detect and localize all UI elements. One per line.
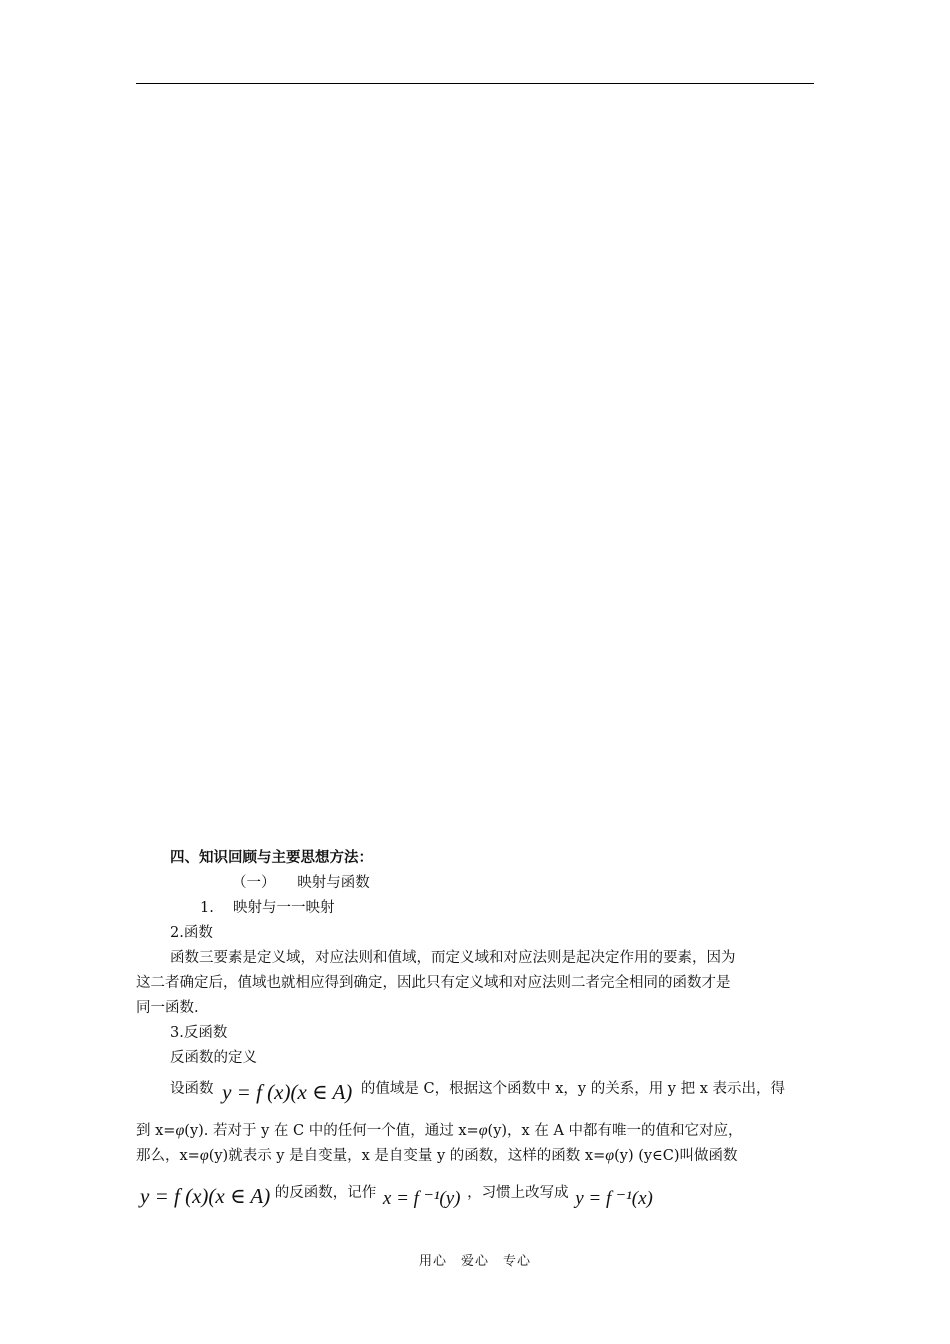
formula-y-fx: y = f (x)(x ∈ A) — [222, 1080, 353, 1104]
subheading-mapping-function: （一） 映射与函数 — [232, 875, 370, 891]
line3-c: (y) (y∈C)叫做函数 — [614, 1148, 738, 1164]
inverse-text-2: 的反函数，记作 — [274, 1185, 377, 1201]
page-footer: 用心 爱心 专心 — [418, 1254, 531, 1269]
inverse-para-line-1 — [170, 1076, 786, 1104]
item-function-title: 2.函数 — [170, 925, 213, 941]
item-mapping: 1. 映射与一一映射 — [200, 900, 335, 916]
line3-a: 那么，x= — [136, 1148, 200, 1164]
line2-c: (y)，x 在 A 中都有唯一的值和它对应， — [487, 1123, 743, 1139]
inverse-lead: 设函数 — [170, 1081, 214, 1097]
formula-inverse-x: y = f ⁻¹(x) — [575, 1188, 653, 1209]
phi-symbol: φ — [175, 1122, 185, 1139]
inverse-text-3: ，习惯上改写成 — [467, 1185, 569, 1201]
section-heading: 四、知识回顾与主要思想方法： — [170, 849, 373, 866]
item-inverse-title: 3.反函数 — [170, 1025, 228, 1041]
inverse-para-line-3 — [136, 1146, 738, 1166]
header-rule — [136, 83, 814, 84]
line2-a: 到 x= — [136, 1123, 176, 1139]
formula-y-fx-2: y = f (x)(x ∈ A) — [140, 1184, 271, 1208]
line3-b: (y)就表示 y 是自变量，x 是自变量 y 的函数，这样的函数 x= — [208, 1148, 606, 1164]
function-para-line-3: 同一函数. — [136, 1000, 199, 1016]
inverse-def-title: 反函数的定义 — [170, 1050, 257, 1066]
inverse-text-1: 的值域是 C，根据这个函数中 x，y 的关系，用 y 把 x 表示出，得 — [360, 1081, 786, 1097]
inverse-para-line-2 — [136, 1121, 743, 1141]
formula-inverse-y: x = f ⁻¹(y) — [382, 1188, 461, 1209]
function-para-line-2: 这二者确定后，值域也就相应得到确定，因此只有定义域和对应法则二者完全相同的函数才是 — [136, 975, 731, 991]
function-para-line-1: 函数三要素是定义域，对应法则和值域，而定义域和对应法则是起决定作用的要素，因为 — [170, 950, 736, 966]
phi-symbol: φ — [605, 1147, 615, 1164]
phi-symbol: φ — [478, 1122, 488, 1139]
phi-symbol: φ — [199, 1147, 209, 1164]
line2-b: (y). 若对于 y 在 C 中的任何一个值，通过 x= — [184, 1123, 479, 1139]
inverse-para-line-4 — [140, 1180, 653, 1209]
